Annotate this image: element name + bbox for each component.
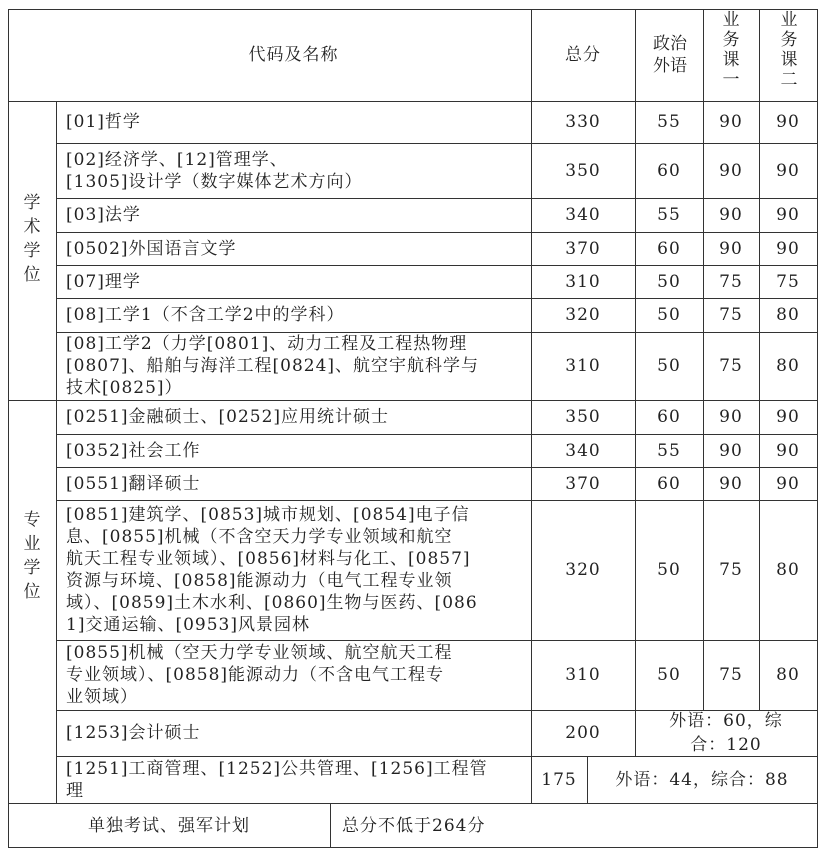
row-course2: 90 <box>776 112 800 132</box>
row-politics: 60 <box>657 160 681 181</box>
row-name-line: [0251]金融硕士、[0252]应用统计硕士 <box>66 407 390 427</box>
row-name-line: [0502]外国语言文学 <box>66 238 237 259</box>
grid-line <box>56 101 57 804</box>
row-course2: 75 <box>776 271 800 292</box>
row-course1: 75 <box>719 560 743 580</box>
row-politics: 50 <box>657 356 681 376</box>
accounting-note-2: 合：120 <box>690 735 762 755</box>
row-course1: 90 <box>719 205 743 225</box>
grid-line <box>8 9 9 848</box>
group-professional: 专 业 学 位 <box>23 510 41 602</box>
group-academic: 学 术 学 位 <box>23 193 41 285</box>
row-name-line: [0855]机械（空天力学专业领域、航空航天工程 <box>66 643 453 663</box>
row-course1: 90 <box>719 407 743 427</box>
row-name-line: [0352]社会工作 <box>66 440 201 461</box>
row-name-line: 域）、[0859]土木水利、[0860]生物与医药、[086 <box>66 593 478 613</box>
row-total: 310 <box>565 665 601 685</box>
row-course1: 90 <box>719 112 743 132</box>
grid-line <box>330 803 331 848</box>
row-course2: 90 <box>776 238 800 259</box>
row-course2: 80 <box>776 305 800 325</box>
row-course1: 75 <box>719 305 743 325</box>
grid-line <box>8 847 818 848</box>
row-course2: 80 <box>776 665 800 685</box>
grid-line <box>56 756 818 757</box>
mba-total: 175 <box>541 770 577 790</box>
row-politics: 50 <box>657 305 681 325</box>
row-course1: 75 <box>719 665 743 685</box>
row-course1: 90 <box>719 160 743 181</box>
row-total: 310 <box>565 356 601 376</box>
row-total: 320 <box>565 305 601 325</box>
footer-left: 单独考试、强军计划 <box>88 816 250 836</box>
accounting-total: 200 <box>565 723 601 743</box>
row-politics: 60 <box>657 407 681 427</box>
row-course2: 90 <box>776 473 800 494</box>
row-name-line: 资源与环境、[0858]能源动力（电气工程专业领 <box>66 571 453 591</box>
header-course2: 业 务 课 二 <box>780 10 798 90</box>
footer-right: 总分不低于264分 <box>342 816 486 836</box>
row-name-line: 航天工程专业领域）、[0856]材料与化工、[0857] <box>66 549 471 569</box>
row-course2: 80 <box>776 356 800 376</box>
row-politics: 60 <box>657 473 681 494</box>
row-name-line: [07]理学 <box>66 271 141 292</box>
row-course2: 80 <box>776 560 800 580</box>
mba-note: 外语：44，综合：88 <box>615 770 789 790</box>
row-politics: 50 <box>657 271 681 292</box>
row-course1: 75 <box>719 271 743 292</box>
row-course2: 90 <box>776 160 800 181</box>
row-name-line: [02]经济学、[12]管理学、 <box>66 149 288 170</box>
header-course1: 业 务 课 一 <box>722 10 740 90</box>
grid-line <box>817 9 818 848</box>
row-total: 330 <box>565 112 601 132</box>
row-name-line: 专业领域）、[0858]能源动力（不含电气工程专 <box>66 665 445 685</box>
row-total: 320 <box>565 560 601 580</box>
row-course1: 75 <box>719 356 743 376</box>
row-course1: 90 <box>719 238 743 259</box>
row-name-line: 技术[0825]） <box>66 378 183 398</box>
header-politics: 政治 外语 <box>653 34 687 76</box>
row-total: 310 <box>565 271 601 292</box>
grid-line <box>8 803 818 804</box>
row-name-line: [03]法学 <box>66 205 141 225</box>
row-name-line: [1305]设计学（数字媒体艺术方向） <box>66 171 363 192</box>
row-course2: 90 <box>776 440 800 461</box>
row-name-line: 业领域） <box>66 687 138 707</box>
row-politics: 60 <box>657 238 681 259</box>
row-total: 370 <box>565 238 601 259</box>
row-name-line: [01]哲学 <box>66 112 141 132</box>
row-course2: 90 <box>776 407 800 427</box>
row-name-line: [08]工学2（力学[0801]、动力工程及工程热物理 <box>66 334 468 354</box>
row-name-line: 息、[0855]机械（不含空天力学专业领域和航空 <box>66 527 453 547</box>
row-total: 350 <box>565 160 601 181</box>
header-name: 代码及名称 <box>248 45 339 65</box>
mba-name-1: [1251]工商管理、[1252]公共管理、[1256]工程管 <box>66 759 488 779</box>
row-politics: 50 <box>657 560 681 580</box>
row-politics: 50 <box>657 665 681 685</box>
row-course1: 90 <box>719 440 743 461</box>
row-politics: 55 <box>657 112 681 132</box>
row-total: 340 <box>565 205 601 225</box>
accounting-name: [1253]会计硕士 <box>66 723 201 743</box>
row-course2: 90 <box>776 205 800 225</box>
grid-line <box>8 101 818 102</box>
row-total: 340 <box>565 440 601 461</box>
row-name-line: [08]工学1（不含工学2中的学科） <box>66 305 345 325</box>
row-total: 370 <box>565 473 601 494</box>
row-course1: 90 <box>719 473 743 494</box>
header-total: 总分 <box>565 45 601 65</box>
row-politics: 55 <box>657 205 681 225</box>
row-politics: 55 <box>657 440 681 461</box>
row-name-line: [0807]、船舶与海洋工程[0824]、航空宇航科学与 <box>66 356 480 376</box>
grid-line <box>8 9 818 10</box>
row-name-line: 1]交通运输、[0953]风景园林 <box>66 615 310 635</box>
grid-line <box>8 400 818 401</box>
row-name-line: [0851]建筑学、[0853]城市规划、[0854]电子信 <box>66 505 470 525</box>
mba-name-2: 理 <box>66 781 84 801</box>
accounting-note-1: 外语：60，综 <box>669 711 783 731</box>
row-name-line: [0551]翻译硕士 <box>66 473 201 494</box>
row-total: 350 <box>565 407 601 427</box>
